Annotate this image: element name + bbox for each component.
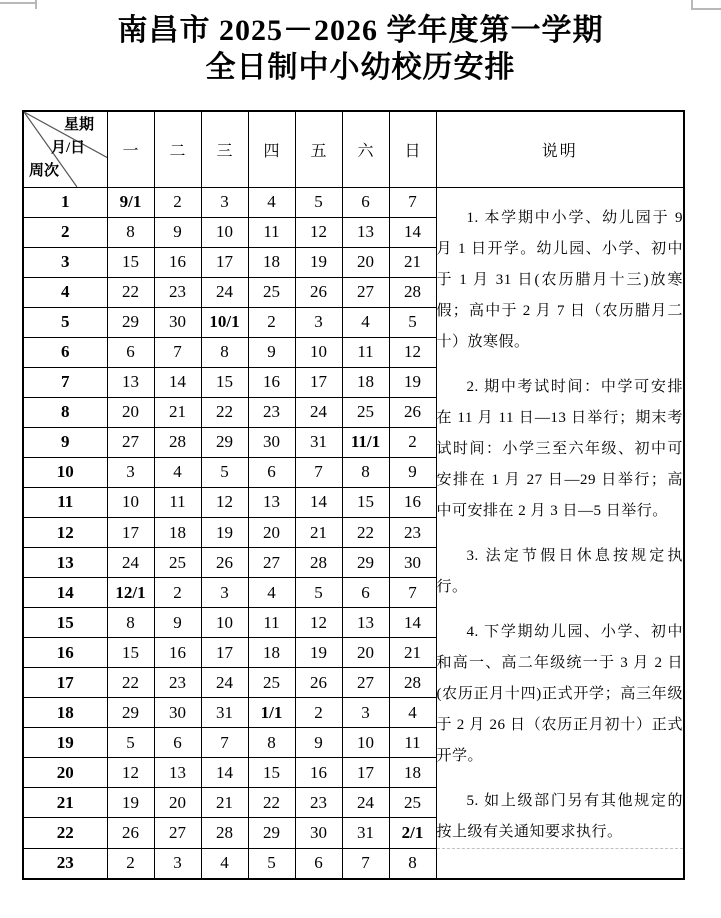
corner-label-weekday: 星期 <box>64 117 95 133</box>
date-cell: 22 <box>342 518 389 548</box>
week-number: 22 <box>23 818 107 848</box>
date-cell: 7 <box>389 187 436 217</box>
date-cell: 27 <box>107 427 154 457</box>
date-cell: 23 <box>389 518 436 548</box>
date-cell: 22 <box>107 277 154 307</box>
date-cell: 14 <box>389 608 436 638</box>
dashed-gridline-artifact <box>437 848 684 849</box>
date-cell: 4 <box>248 187 295 217</box>
date-cell: 13 <box>342 608 389 638</box>
date-cell: 23 <box>295 788 342 818</box>
screenshot-artifact-left-horizontal <box>0 2 37 4</box>
date-cell: 29 <box>107 307 154 337</box>
date-cell: 23 <box>154 277 201 307</box>
week-number: 4 <box>23 277 107 307</box>
date-cell: 4 <box>389 698 436 728</box>
date-cell: 30 <box>295 818 342 848</box>
date-cell: 26 <box>295 277 342 307</box>
day-header: 二 <box>154 111 201 187</box>
date-cell: 11 <box>154 487 201 517</box>
date-cell: 14 <box>389 217 436 247</box>
date-cell: 26 <box>295 668 342 698</box>
date-cell: 2 <box>107 848 154 879</box>
month-start-date-cell: 2/1 <box>389 818 436 848</box>
date-cell: 30 <box>389 548 436 578</box>
date-cell: 29 <box>107 698 154 728</box>
date-cell: 23 <box>248 397 295 427</box>
date-cell: 12 <box>295 217 342 247</box>
week-number: 20 <box>23 758 107 788</box>
date-cell: 22 <box>201 397 248 427</box>
date-cell: 12 <box>201 487 248 517</box>
note-paragraph: 2. 期中考试时间：中学可安排在 11 月 11 日—13 日举行；期末考试时间：小学三至六年级、初中可安排在 1 月 27 日—29 日举行；高中可安排在 2 月 3 日—5 日举行。 <box>436 379 683 520</box>
date-cell: 21 <box>389 638 436 668</box>
date-cell: 12 <box>107 758 154 788</box>
calendar-body <box>23 187 684 879</box>
document-title-line2: 全日制中小幼校历安排 <box>205 51 516 84</box>
date-cell: 3 <box>342 698 389 728</box>
date-cell: 19 <box>389 367 436 397</box>
date-cell: 28 <box>389 668 436 698</box>
note-paragraph: 4. 下学期幼儿园、小学、初中和高一、高二年级统一于 3 月 2 日(农历正月十四)正式开学；高三年级于 2 月 26 日（农历正月初十）正式开学。 <box>436 624 683 765</box>
date-cell: 21 <box>295 518 342 548</box>
week-number: 11 <box>23 487 107 517</box>
date-cell: 10 <box>201 608 248 638</box>
date-cell: 4 <box>201 848 248 879</box>
week-number: 6 <box>23 337 107 367</box>
date-cell: 25 <box>154 548 201 578</box>
date-cell: 29 <box>248 818 295 848</box>
date-cell: 28 <box>389 277 436 307</box>
date-cell: 12 <box>295 608 342 638</box>
date-cell: 2 <box>248 307 295 337</box>
date-cell: 6 <box>154 728 201 758</box>
date-cell: 17 <box>201 638 248 668</box>
date-cell: 11 <box>248 217 295 247</box>
date-cell: 29 <box>201 427 248 457</box>
date-cell: 30 <box>248 427 295 457</box>
screenshot-artifact-left-tick <box>35 0 37 9</box>
date-cell: 18 <box>248 247 295 277</box>
note-paragraph: 5. 如上级部门另有其他规定的按上级有关通知要求执行。 <box>436 793 683 841</box>
date-cell: 17 <box>342 758 389 788</box>
date-cell: 18 <box>389 758 436 788</box>
date-cell: 5 <box>248 848 295 879</box>
corner-cell <box>23 111 107 187</box>
week-number: 10 <box>23 457 107 487</box>
date-cell: 15 <box>107 638 154 668</box>
date-cell: 16 <box>154 247 201 277</box>
date-cell: 2 <box>389 427 436 457</box>
date-cell: 24 <box>295 397 342 427</box>
screenshot-artifact-right-horizontal <box>691 8 721 10</box>
week-number: 16 <box>23 638 107 668</box>
day-header: 五 <box>295 111 342 187</box>
notes-header-cell: 说明 <box>436 111 684 187</box>
week-number: 3 <box>23 247 107 277</box>
date-cell: 18 <box>248 638 295 668</box>
date-cell: 8 <box>342 457 389 487</box>
date-cell: 6 <box>295 848 342 879</box>
date-cell: 15 <box>342 487 389 517</box>
date-cell: 8 <box>389 848 436 879</box>
week-number: 13 <box>23 548 107 578</box>
notes-cell <box>436 187 684 879</box>
date-cell: 7 <box>201 728 248 758</box>
date-cell: 7 <box>389 578 436 608</box>
date-cell: 31 <box>342 818 389 848</box>
date-cell: 23 <box>154 668 201 698</box>
date-cell: 16 <box>248 367 295 397</box>
month-start-date-cell: 11/1 <box>342 427 389 457</box>
date-cell: 5 <box>201 457 248 487</box>
date-cell: 6 <box>107 337 154 367</box>
week-number: 12 <box>23 518 107 548</box>
date-cell: 11 <box>342 337 389 367</box>
date-cell: 7 <box>295 457 342 487</box>
date-cell: 10 <box>342 728 389 758</box>
document-title <box>0 12 721 86</box>
date-cell: 5 <box>295 578 342 608</box>
date-cell: 8 <box>201 337 248 367</box>
school-calendar-table <box>22 110 685 880</box>
date-cell: 6 <box>248 457 295 487</box>
date-cell: 15 <box>248 758 295 788</box>
month-start-date-cell: 9/1 <box>107 187 154 217</box>
date-cell: 2 <box>295 698 342 728</box>
date-cell: 25 <box>248 668 295 698</box>
week-row <box>23 187 684 217</box>
date-cell: 19 <box>295 638 342 668</box>
week-number: 19 <box>23 728 107 758</box>
date-cell: 3 <box>107 457 154 487</box>
month-start-date-cell: 10/1 <box>201 307 248 337</box>
date-cell: 6 <box>342 578 389 608</box>
date-cell: 19 <box>201 518 248 548</box>
corner-label-month-day: 月/日 <box>51 140 86 156</box>
date-cell: 27 <box>342 668 389 698</box>
document-title-line1: 南昌市 2025－2026 学年度第一学期 <box>117 14 604 47</box>
date-cell: 21 <box>201 788 248 818</box>
date-cell: 20 <box>342 247 389 277</box>
date-cell: 19 <box>107 788 154 818</box>
date-cell: 2 <box>154 187 201 217</box>
week-number: 21 <box>23 788 107 818</box>
date-cell: 8 <box>107 217 154 247</box>
date-cell: 26 <box>201 548 248 578</box>
day-header: 日 <box>389 111 436 187</box>
date-cell: 4 <box>248 578 295 608</box>
date-cell: 13 <box>154 758 201 788</box>
week-number: 18 <box>23 698 107 728</box>
date-cell: 9 <box>389 457 436 487</box>
date-cell: 13 <box>107 367 154 397</box>
date-cell: 31 <box>295 427 342 457</box>
date-cell: 14 <box>201 758 248 788</box>
date-cell: 4 <box>154 457 201 487</box>
date-cell: 9 <box>248 337 295 367</box>
date-cell: 4 <box>342 307 389 337</box>
date-cell: 7 <box>154 337 201 367</box>
date-cell: 17 <box>295 367 342 397</box>
date-cell: 10 <box>201 217 248 247</box>
date-cell: 27 <box>342 277 389 307</box>
day-header: 一 <box>107 111 154 187</box>
date-cell: 24 <box>107 548 154 578</box>
date-cell: 9 <box>154 608 201 638</box>
date-cell: 5 <box>107 728 154 758</box>
date-cell: 19 <box>295 247 342 277</box>
date-cell: 27 <box>154 818 201 848</box>
week-number: 23 <box>23 848 107 879</box>
header-row <box>23 111 684 187</box>
date-cell: 8 <box>107 608 154 638</box>
date-cell: 8 <box>248 728 295 758</box>
date-cell: 28 <box>295 548 342 578</box>
date-cell: 21 <box>389 247 436 277</box>
date-cell: 28 <box>154 427 201 457</box>
week-number: 5 <box>23 307 107 337</box>
date-cell: 3 <box>295 307 342 337</box>
date-cell: 17 <box>201 247 248 277</box>
date-cell: 21 <box>154 397 201 427</box>
week-number: 7 <box>23 367 107 397</box>
date-cell: 26 <box>107 818 154 848</box>
date-cell: 15 <box>107 247 154 277</box>
date-cell: 20 <box>248 518 295 548</box>
date-cell: 22 <box>248 788 295 818</box>
date-cell: 14 <box>154 367 201 397</box>
date-cell: 11 <box>248 608 295 638</box>
month-start-date-cell: 12/1 <box>107 578 154 608</box>
date-cell: 3 <box>201 578 248 608</box>
day-header: 四 <box>248 111 295 187</box>
note-paragraph: 3. 法定节假日休息按规定执行。 <box>436 548 683 596</box>
date-cell: 26 <box>389 397 436 427</box>
date-cell: 9 <box>154 217 201 247</box>
week-number: 8 <box>23 397 107 427</box>
date-cell: 25 <box>389 788 436 818</box>
date-cell: 31 <box>201 698 248 728</box>
date-cell: 3 <box>154 848 201 879</box>
date-cell: 24 <box>201 277 248 307</box>
date-cell: 27 <box>248 548 295 578</box>
date-cell: 11 <box>389 728 436 758</box>
week-number: 17 <box>23 668 107 698</box>
date-cell: 5 <box>295 187 342 217</box>
week-number: 2 <box>23 217 107 247</box>
date-cell: 12 <box>389 337 436 367</box>
date-cell: 18 <box>342 367 389 397</box>
date-cell: 2 <box>154 578 201 608</box>
date-cell: 24 <box>201 668 248 698</box>
date-cell: 13 <box>342 217 389 247</box>
corner-label-week: 周次 <box>29 163 60 179</box>
date-cell: 16 <box>389 487 436 517</box>
date-cell: 15 <box>201 367 248 397</box>
date-cell: 28 <box>201 818 248 848</box>
week-number: 9 <box>23 427 107 457</box>
date-cell: 20 <box>154 788 201 818</box>
date-cell: 18 <box>154 518 201 548</box>
date-cell: 7 <box>342 848 389 879</box>
day-header: 三 <box>201 111 248 187</box>
date-cell: 9 <box>295 728 342 758</box>
date-cell: 10 <box>107 487 154 517</box>
month-start-date-cell: 1/1 <box>248 698 295 728</box>
date-cell: 16 <box>154 638 201 668</box>
date-cell: 13 <box>248 487 295 517</box>
date-cell: 5 <box>389 307 436 337</box>
day-header: 六 <box>342 111 389 187</box>
date-cell: 30 <box>154 698 201 728</box>
date-cell: 20 <box>342 638 389 668</box>
date-cell: 30 <box>154 307 201 337</box>
date-cell: 16 <box>295 758 342 788</box>
date-cell: 24 <box>342 788 389 818</box>
week-number: 1 <box>23 187 107 217</box>
date-cell: 25 <box>248 277 295 307</box>
date-cell: 20 <box>107 397 154 427</box>
date-cell: 17 <box>107 518 154 548</box>
date-cell: 10 <box>295 337 342 367</box>
week-number: 14 <box>23 578 107 608</box>
week-number: 15 <box>23 608 107 638</box>
date-cell: 14 <box>295 487 342 517</box>
date-cell: 29 <box>342 548 389 578</box>
date-cell: 6 <box>342 187 389 217</box>
note-paragraph: 1. 本学期中小学、幼儿园于 9 月 1 日开学。幼儿园、小学、初中于 1 月 31 日(农历腊月十三)放寒假；高中于 2 月 7 日（农历腊月二十）放寒假。 <box>436 210 683 351</box>
date-cell: 25 <box>342 397 389 427</box>
date-cell: 22 <box>107 668 154 698</box>
date-cell: 3 <box>201 187 248 217</box>
